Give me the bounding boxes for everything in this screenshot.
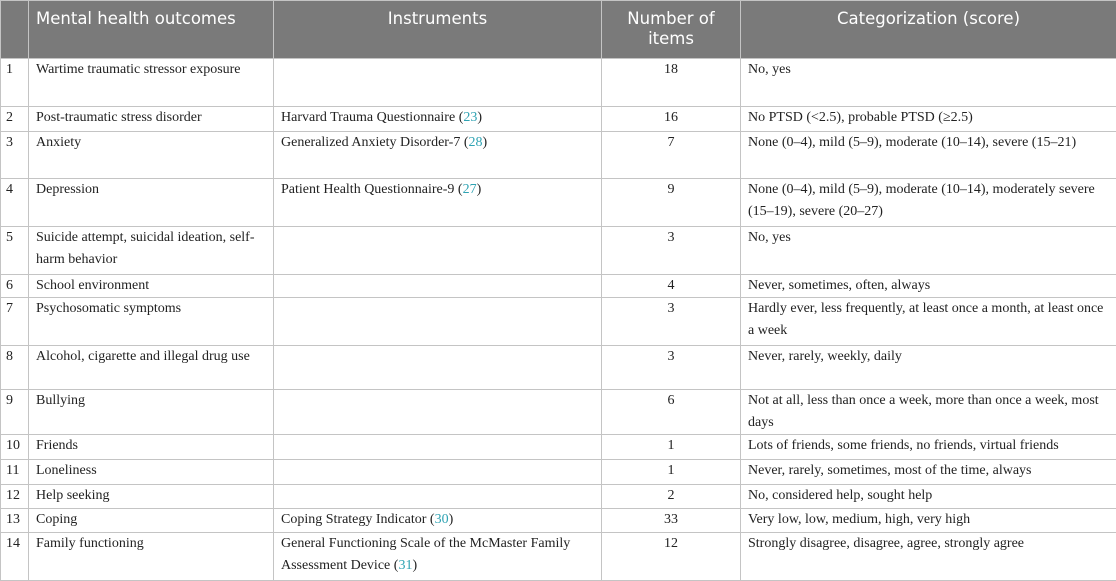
instrument-cell (274, 435, 602, 460)
row-number: 3 (1, 132, 29, 179)
table-row (1, 179, 1116, 227)
table-row (1, 346, 1116, 390)
items-cell: 3 (602, 227, 741, 275)
categorization-cell: Never, sometimes, often, always (741, 275, 1116, 298)
categorization-cell: No, considered help, sought help (741, 485, 1116, 509)
table-row (1, 485, 1116, 509)
table-row (1, 59, 1116, 107)
table-row (1, 435, 1116, 460)
outcome-cell: Friends (29, 435, 274, 460)
table-row (1, 275, 1116, 298)
table-row (1, 132, 1116, 179)
row-number: 9 (1, 390, 29, 435)
outcome-cell: Help seeking (29, 485, 274, 509)
header-row (1, 1, 1116, 59)
row-number: 7 (1, 298, 29, 346)
instrument-name: Patient Health Questionnaire-9 (281, 182, 454, 197)
table-row (1, 107, 1116, 132)
instrument-cell (274, 390, 602, 435)
outcome-cell: Coping (29, 509, 274, 533)
instrument-cell (274, 298, 602, 346)
items-cell: 12 (602, 533, 741, 581)
header-categorization: Categorization (score) (741, 1, 1116, 59)
row-number: 11 (1, 460, 29, 485)
instrument-name: Harvard Trauma Questionnaire (281, 110, 455, 125)
items-cell: 2 (602, 485, 741, 509)
outcome-cell: Depression (29, 179, 274, 227)
instrument-cell (274, 485, 602, 509)
instrument-cell: Generalized Anxiety Disorder-7 (28) (274, 132, 602, 179)
reference-link[interactable]: 31 (398, 558, 412, 573)
items-cell: 1 (602, 460, 741, 485)
outcome-cell: Alcohol, cigarette and illegal drug use (29, 346, 274, 390)
outcome-cell: Bullying (29, 390, 274, 435)
row-number: 12 (1, 485, 29, 509)
table-row (1, 298, 1116, 346)
reference-link[interactable]: 28 (469, 135, 483, 150)
instrument-cell: Coping Strategy Indicator (30) (274, 509, 602, 533)
row-number: 2 (1, 107, 29, 132)
categorization-cell: Very low, low, medium, high, very high (741, 509, 1116, 533)
instrument-name: Coping Strategy Indicator (281, 512, 426, 527)
instrument-cell (274, 227, 602, 275)
outcome-cell: Wartime traumatic stressor exposure (29, 59, 274, 107)
categorization-cell: No, yes (741, 227, 1116, 275)
table-row (1, 390, 1116, 435)
categorization-cell: Lots of friends, some friends, no friends, virtual friends (741, 435, 1116, 460)
instrument-cell: Patient Health Questionnaire-9 (27) (274, 179, 602, 227)
table-row (1, 460, 1116, 485)
categorization-cell: Never, rarely, weekly, daily (741, 346, 1116, 390)
outcome-cell: Psychosomatic symptoms (29, 298, 274, 346)
instrument-cell: Harvard Trauma Questionnaire (23) (274, 107, 602, 132)
outcome-cell: Anxiety (29, 132, 274, 179)
categorization-cell: Never, rarely, sometimes, most of the time, always (741, 460, 1116, 485)
items-cell: 9 (602, 179, 741, 227)
instrument-cell (274, 275, 602, 298)
table-row (1, 227, 1116, 275)
row-number: 6 (1, 275, 29, 298)
header-outcomes: Mental health outcomes (29, 1, 274, 59)
categorization-cell: No, yes (741, 59, 1116, 107)
categorization-cell: None (0–4), mild (5–9), moderate (10–14), severe (15–21) (741, 132, 1116, 179)
outcome-cell: Post-traumatic stress disorder (29, 107, 274, 132)
items-cell: 1 (602, 435, 741, 460)
categorization-cell: Not at all, less than once a week, more than once a week, most days (741, 390, 1116, 435)
items-cell: 7 (602, 132, 741, 179)
row-number: 4 (1, 179, 29, 227)
row-number: 8 (1, 346, 29, 390)
table-row (1, 509, 1116, 533)
outcome-cell: Family functioning (29, 533, 274, 581)
instrument-cell (274, 59, 602, 107)
items-cell: 16 (602, 107, 741, 132)
header-index (1, 1, 29, 59)
items-cell: 4 (602, 275, 741, 298)
items-cell: 6 (602, 390, 741, 435)
outcome-cell: Suicide attempt, suicidal ideation, self-harm behavior (29, 227, 274, 275)
row-number: 1 (1, 59, 29, 107)
categorization-cell: None (0–4), mild (5–9), moderate (10–14), moderately severe (15–19), severe (20–27) (741, 179, 1116, 227)
reference-link[interactable]: 23 (463, 110, 477, 125)
instrument-name: Generalized Anxiety Disorder-7 (281, 135, 460, 150)
row-number: 5 (1, 227, 29, 275)
items-cell: 18 (602, 59, 741, 107)
header-instruments: Instruments (274, 1, 602, 59)
instrument-name: General Functioning Scale of the McMaster Family Assessment Device (281, 536, 570, 573)
outcome-cell: School environment (29, 275, 274, 298)
row-number: 10 (1, 435, 29, 460)
categorization-cell: Hardly ever, less frequently, at least once a month, at least once a week (741, 298, 1116, 346)
instrument-cell (274, 346, 602, 390)
instrument-cell: General Functioning Scale of the McMaster Family Assessment Device (31) (274, 533, 602, 581)
outcome-cell: Loneliness (29, 460, 274, 485)
categorization-cell: Strongly disagree, disagree, agree, strongly agree (741, 533, 1116, 581)
table-row (1, 533, 1116, 581)
items-cell: 3 (602, 298, 741, 346)
instrument-cell (274, 460, 602, 485)
reference-link[interactable]: 27 (463, 182, 477, 197)
items-cell: 3 (602, 346, 741, 390)
reference-link[interactable]: 30 (435, 512, 449, 527)
header-items: Number of items (602, 1, 741, 59)
categorization-cell: No PTSD (<2.5), probable PTSD (≥2.5) (741, 107, 1116, 132)
row-number: 14 (1, 533, 29, 581)
row-number: 13 (1, 509, 29, 533)
items-cell: 33 (602, 509, 741, 533)
